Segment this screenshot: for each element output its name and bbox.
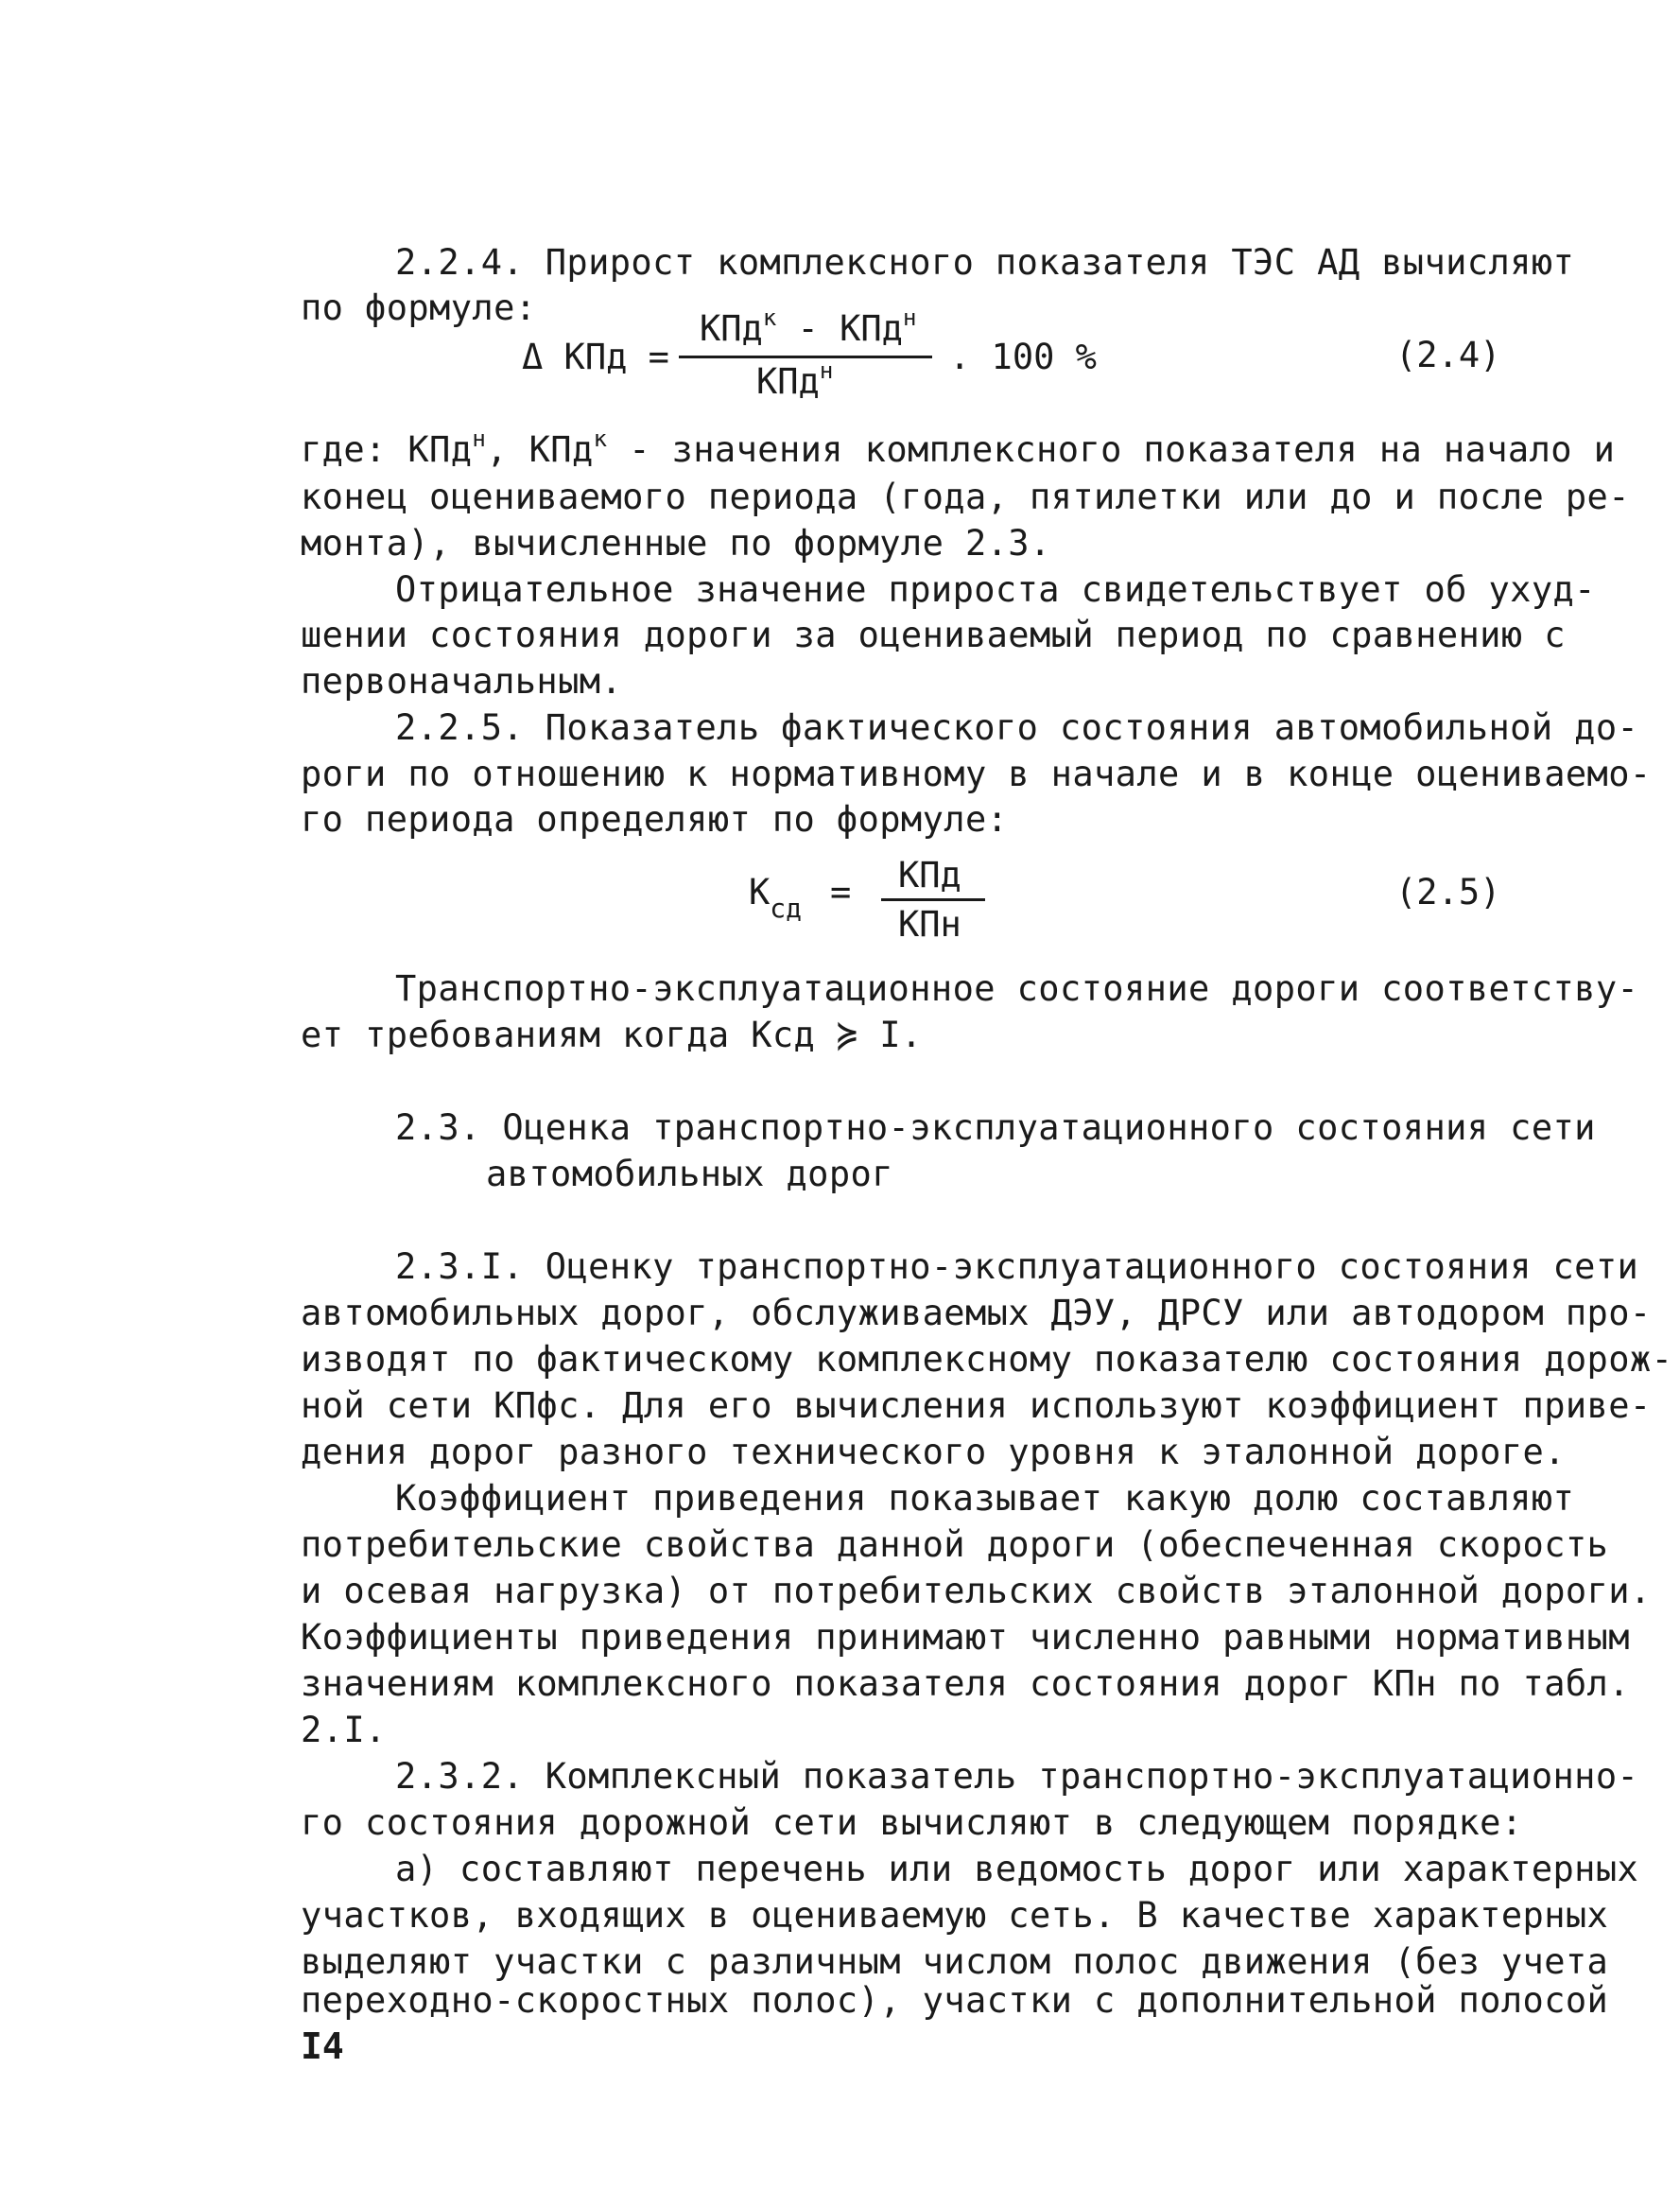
section-heading-2-3-line-2: автомобильных дорог bbox=[486, 1154, 893, 1194]
paragraph-2-2-4-line-1: 2.2.4. Прирост комплексного показателя ТЭС АД вычисляют bbox=[395, 242, 1575, 283]
paragraph-2-2-5-line-3: го периода определяют по формуле: bbox=[301, 799, 1009, 840]
where-sup-2: к bbox=[593, 426, 608, 452]
formula-2-5-fraction-bar bbox=[881, 898, 985, 901]
formula-2-4-multiplier: . 100 % bbox=[949, 337, 1097, 377]
numerator-term-1: КПд bbox=[700, 308, 763, 349]
numerator-sup-2: н bbox=[902, 304, 917, 331]
paragraph-coefficient-line-5: значениям комплексного показателя состояния дорог КПн по табл. bbox=[301, 1663, 1630, 1704]
paragraph-2-3-2-line-2: го состояния дорожной сети вычисляют в следующем порядке: bbox=[301, 1802, 1523, 1843]
denominator-term: КПд bbox=[756, 361, 820, 402]
page-number: I4 bbox=[301, 2025, 344, 2067]
paragraph-2-2-4-line-2: по формуле: bbox=[301, 287, 537, 328]
paragraph-2-2-5-line-1: 2.2.5. Показатель фактического состояния автомобильной до- bbox=[395, 707, 1639, 748]
formula-2-5-equals: = bbox=[830, 872, 852, 912]
formula-2-5-number: (2.5) bbox=[1395, 872, 1501, 912]
where-text-3: - значения комплексного показателя на начало и bbox=[607, 429, 1616, 470]
paragraph-negative-line-2: шении состояния дороги за оцениваемый период по сравнению с bbox=[301, 615, 1566, 655]
formula-2-4-fraction-bar bbox=[679, 356, 932, 358]
formula-2-5-lhs bbox=[749, 870, 802, 924]
formula-2-4-number: (2.4) bbox=[1395, 335, 1501, 375]
numerator-term-2: - КПд bbox=[776, 308, 903, 349]
list-item-a-line-2: участков, входящих в оцениваемую сеть. В качестве характерных bbox=[301, 1895, 1609, 1936]
paragraph-compliance-line-1: Транспортно-эксплуатационное состояние дороги соответству- bbox=[395, 968, 1639, 1009]
list-item-a-line-1: а) составляют перечень или ведомость дорог или характерных bbox=[395, 1849, 1639, 1889]
paragraph-2-3-1-line-1: 2.3.I. Оценку транспортно-эксплуатационного состояния сети bbox=[395, 1246, 1639, 1287]
paragraph-coefficient-line-6: 2.I. bbox=[301, 1710, 387, 1750]
numerator-sup-1: к bbox=[762, 304, 777, 331]
paragraph-where-line-3: монта), вычисленные по формуле 2.3. bbox=[301, 523, 1051, 564]
where-text-2: , КПд bbox=[486, 429, 594, 470]
lhs-symbol: К bbox=[749, 872, 771, 912]
lhs-subscript: сд bbox=[770, 893, 802, 924]
section-heading-2-3-line-1: 2.3. Оценка транспортно-эксплуатационного состояния сети bbox=[395, 1107, 1596, 1148]
paragraph-coefficient-line-1: Коэффициент приведения показывает какую долю составляют bbox=[395, 1478, 1575, 1519]
paragraph-2-3-1-line-2: автомобильных дорог, обслуживаемых ДЭУ, ДРСУ или автодором про- bbox=[301, 1293, 1652, 1333]
paragraph-negative-line-1: Отрицательное значение прироста свидетельствует об ухуд- bbox=[395, 569, 1596, 610]
paragraph-where-line-1 bbox=[301, 427, 1615, 477]
formula-2-4-lhs: Δ КПд = bbox=[522, 337, 669, 377]
paragraph-coefficient-line-4: Коэффициенты приведения принимают численно равными нормативным bbox=[301, 1617, 1630, 1658]
list-item-a-line-3: выделяют участки с различным числом полос движения (без учета bbox=[301, 1941, 1609, 1982]
paragraph-coefficient-line-3: и осевая нагрузка) от потребительских свойств эталонной дороги. bbox=[301, 1571, 1652, 1611]
formula-2-4-numerator bbox=[700, 304, 917, 354]
paragraph-2-3-2-line-1: 2.3.2. Комплексный показатель транспортно-эксплуатационно- bbox=[395, 1756, 1639, 1797]
paragraph-coefficient-line-2: потребительские свойства данной дороги (обеспеченная скорость bbox=[301, 1524, 1609, 1565]
paragraph-2-3-1-line-3: изводят по фактическому комплексному показателю состояния дорож- bbox=[301, 1339, 1673, 1380]
formula-2-5-denominator: КПн bbox=[898, 904, 961, 945]
paragraph-2-3-1-line-5: дения дорог разного технического уровня к эталонной дороге. bbox=[301, 1432, 1566, 1472]
paragraph-where-line-2: конец оцениваемого периода (года, пятилетки или до и после ре- bbox=[301, 477, 1630, 517]
formula-2-4-denominator bbox=[756, 357, 834, 407]
paragraph-compliance-line-2: ет требованиям когда Ксд ≽ I. bbox=[301, 1015, 923, 1055]
list-item-a-line-4: переходно-скоростных полос), участки с дополнительной полосой bbox=[301, 1980, 1609, 2021]
paragraph-2-3-1-line-4: ной сети КПфс. Для его вычисления используют коэффициент приве- bbox=[301, 1385, 1652, 1426]
where-text-1: где: КПд bbox=[301, 429, 473, 470]
paragraph-negative-line-3: первоначальным. bbox=[301, 661, 623, 702]
denominator-sup: н bbox=[819, 357, 834, 384]
where-sup-1: н bbox=[472, 426, 487, 452]
paragraph-2-2-5-line-2: роги по отношению к нормативному в начале и в конце оцениваемо- bbox=[301, 754, 1652, 794]
formula-2-5-numerator: КПд bbox=[898, 855, 961, 895]
